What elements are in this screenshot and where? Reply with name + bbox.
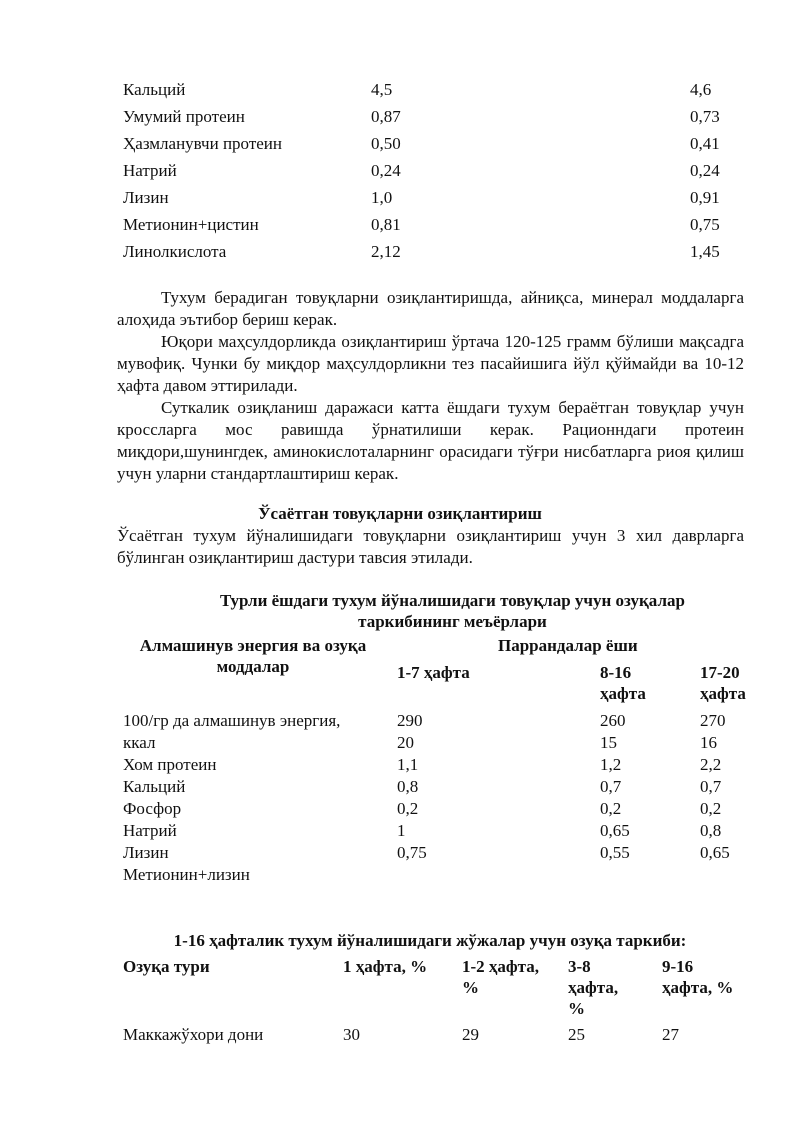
table2-value: 0,55: [600, 843, 630, 862]
paragraph: Суткалик озиқланиш даражаси катта ёшдаги тухум бераётган товуқлар учун кроссларга мос равишда ўрнатилиши керак. Рационндаги протеин миқдори,шунингдек, аминокислоталарнинг орасидаги тўғри нисбатларга риоя қилиш учун уларни стандартлаштириш керак.: [117, 398, 744, 483]
table2-col-header: 1-7 ҳафта: [397, 663, 470, 682]
table2-value: 0,65: [700, 843, 730, 862]
table2-value: 0,7: [700, 777, 722, 796]
table1-row-name: Метионин+цистин: [123, 215, 259, 234]
table1-row-value: 4,6: [690, 80, 712, 99]
table2-value: 0,8: [700, 821, 722, 840]
table2-value: 0,75: [397, 843, 427, 862]
table2-col-header: 8-16: [600, 663, 632, 682]
table2-label: ккал: [123, 733, 156, 752]
table2-value: 260: [600, 711, 626, 730]
table3-col-header: Озуқа тури: [123, 957, 210, 976]
table2-label: Кальций: [123, 777, 186, 796]
table3-col-header: 9-16: [662, 957, 694, 976]
paragraph: Тухум берадиган товуқларни озиқлантиришда, айниқса, минерал моддаларга алоҳида эътибор бериш керак.: [117, 288, 744, 329]
table1-row-value: 1,0: [371, 188, 393, 207]
section-paragraph: Ўсаётган тухум йўналишидаги товуқларни озиқлантириш учун 3 хил даврларга бўлинган озиқлантириш дастури тавсия этилади.: [117, 526, 744, 567]
table1-row-value: 1,45: [690, 242, 720, 261]
table1-row-name: Кальций: [123, 80, 186, 99]
table2-col-header: ҳафта: [700, 684, 746, 703]
table2-label: Фосфор: [123, 799, 182, 818]
table1-row-value: 0,75: [690, 215, 720, 234]
table3-row-name: Маккажўхори дони: [123, 1025, 264, 1044]
table2-label: Метионин+лизин: [123, 865, 250, 884]
table2-value: 15: [600, 733, 617, 752]
table2-value: 0,2: [397, 799, 419, 818]
table3-col-header: %: [568, 999, 585, 1018]
table1-row-value: 0,87: [371, 107, 401, 126]
table2-header-left: моддалар: [216, 657, 290, 676]
section-heading: Ўсаётган товуқларни озиқлантириш: [258, 504, 542, 523]
table1-row-value: 0,24: [371, 161, 401, 180]
table1-row-name: Умумий протеин: [123, 107, 245, 126]
table1-row-name: Линолкислота: [123, 242, 227, 261]
table2-header-group: Паррандалар ёши: [498, 636, 638, 655]
table2-col-header: 17-20: [700, 663, 740, 682]
table3-col-header: 1-2 ҳафта,: [462, 957, 539, 976]
table2-value: 0,8: [397, 777, 419, 796]
table2-label: Хом протеин: [123, 755, 217, 774]
table2-value: 20: [397, 733, 414, 752]
table2-value: 290: [397, 711, 423, 730]
table2-col-header: ҳафта: [600, 684, 646, 703]
table3-row-value: 25: [568, 1025, 585, 1044]
table2-value: 1,1: [397, 755, 419, 774]
table2-label: Натрий: [123, 821, 177, 840]
table1-row-value: 0,41: [690, 134, 720, 153]
table3-row-value: 27: [662, 1025, 679, 1044]
table1-row-value: 0,91: [690, 188, 720, 207]
table2-header-left: Алмашинув энергия ва озуқа: [139, 636, 367, 655]
table2-title: Турли ёшдаги тухум йўналишидаги товуқлар учун озуқалар: [220, 591, 685, 610]
table2-title: таркибининг меъёрлари: [358, 612, 547, 631]
table3-col-header: 1 ҳафта, %: [343, 957, 428, 976]
table2-label: Лизин: [123, 843, 169, 862]
table2-label: 100/гр да алмашинув энергия,: [123, 711, 341, 730]
table3-col-header: ҳафта, %: [662, 978, 734, 997]
table2-value: 1,2: [600, 755, 622, 774]
table2-value: 0,65: [600, 821, 630, 840]
body-paragraphs: [117, 287, 744, 485]
table3-col-header: ҳафта,: [568, 978, 619, 997]
table1-row-value: 4,5: [371, 80, 393, 99]
table1-row-value: 0,24: [690, 161, 720, 180]
table1-row-value: 2,12: [371, 242, 401, 261]
table1-row-name: Ҳазмланувчи протеин: [123, 134, 283, 153]
table2-value: 1: [397, 821, 406, 840]
paragraph: Юқори маҳсулдорликда озиқлантириш ўртача 120-125 грамм бўлиши мақсадга мувофиқ. Чунки бу миқдор маҳсулдорликни тез пасайишига йўл қўймайди ва 10-12 ҳафта давом эттирилади.: [117, 332, 744, 395]
table3-row-value: 29: [462, 1025, 479, 1044]
table1-row-name: Лизин: [123, 188, 169, 207]
table1-row-value: 0,73: [690, 107, 720, 126]
table2-value: 2,2: [700, 755, 722, 774]
table3-title: 1-16 ҳафталик тухум йўналишидаги жўжалар учун озуқа таркиби:: [173, 931, 687, 950]
table3-row-value: 30: [343, 1025, 360, 1044]
table2-value: 270: [700, 711, 726, 730]
table3-col-header: 3-8: [568, 957, 591, 976]
table1-row-value: 0,50: [371, 134, 401, 153]
table2-value: 0,2: [600, 799, 622, 818]
table1-row-name: Натрий: [123, 161, 177, 180]
table2-value: 0,2: [700, 799, 722, 818]
table2-value: 0,7: [600, 777, 622, 796]
table1-row-value: 0,81: [371, 215, 401, 234]
table2-value: 16: [700, 733, 717, 752]
table3-col-header: %: [462, 978, 479, 997]
